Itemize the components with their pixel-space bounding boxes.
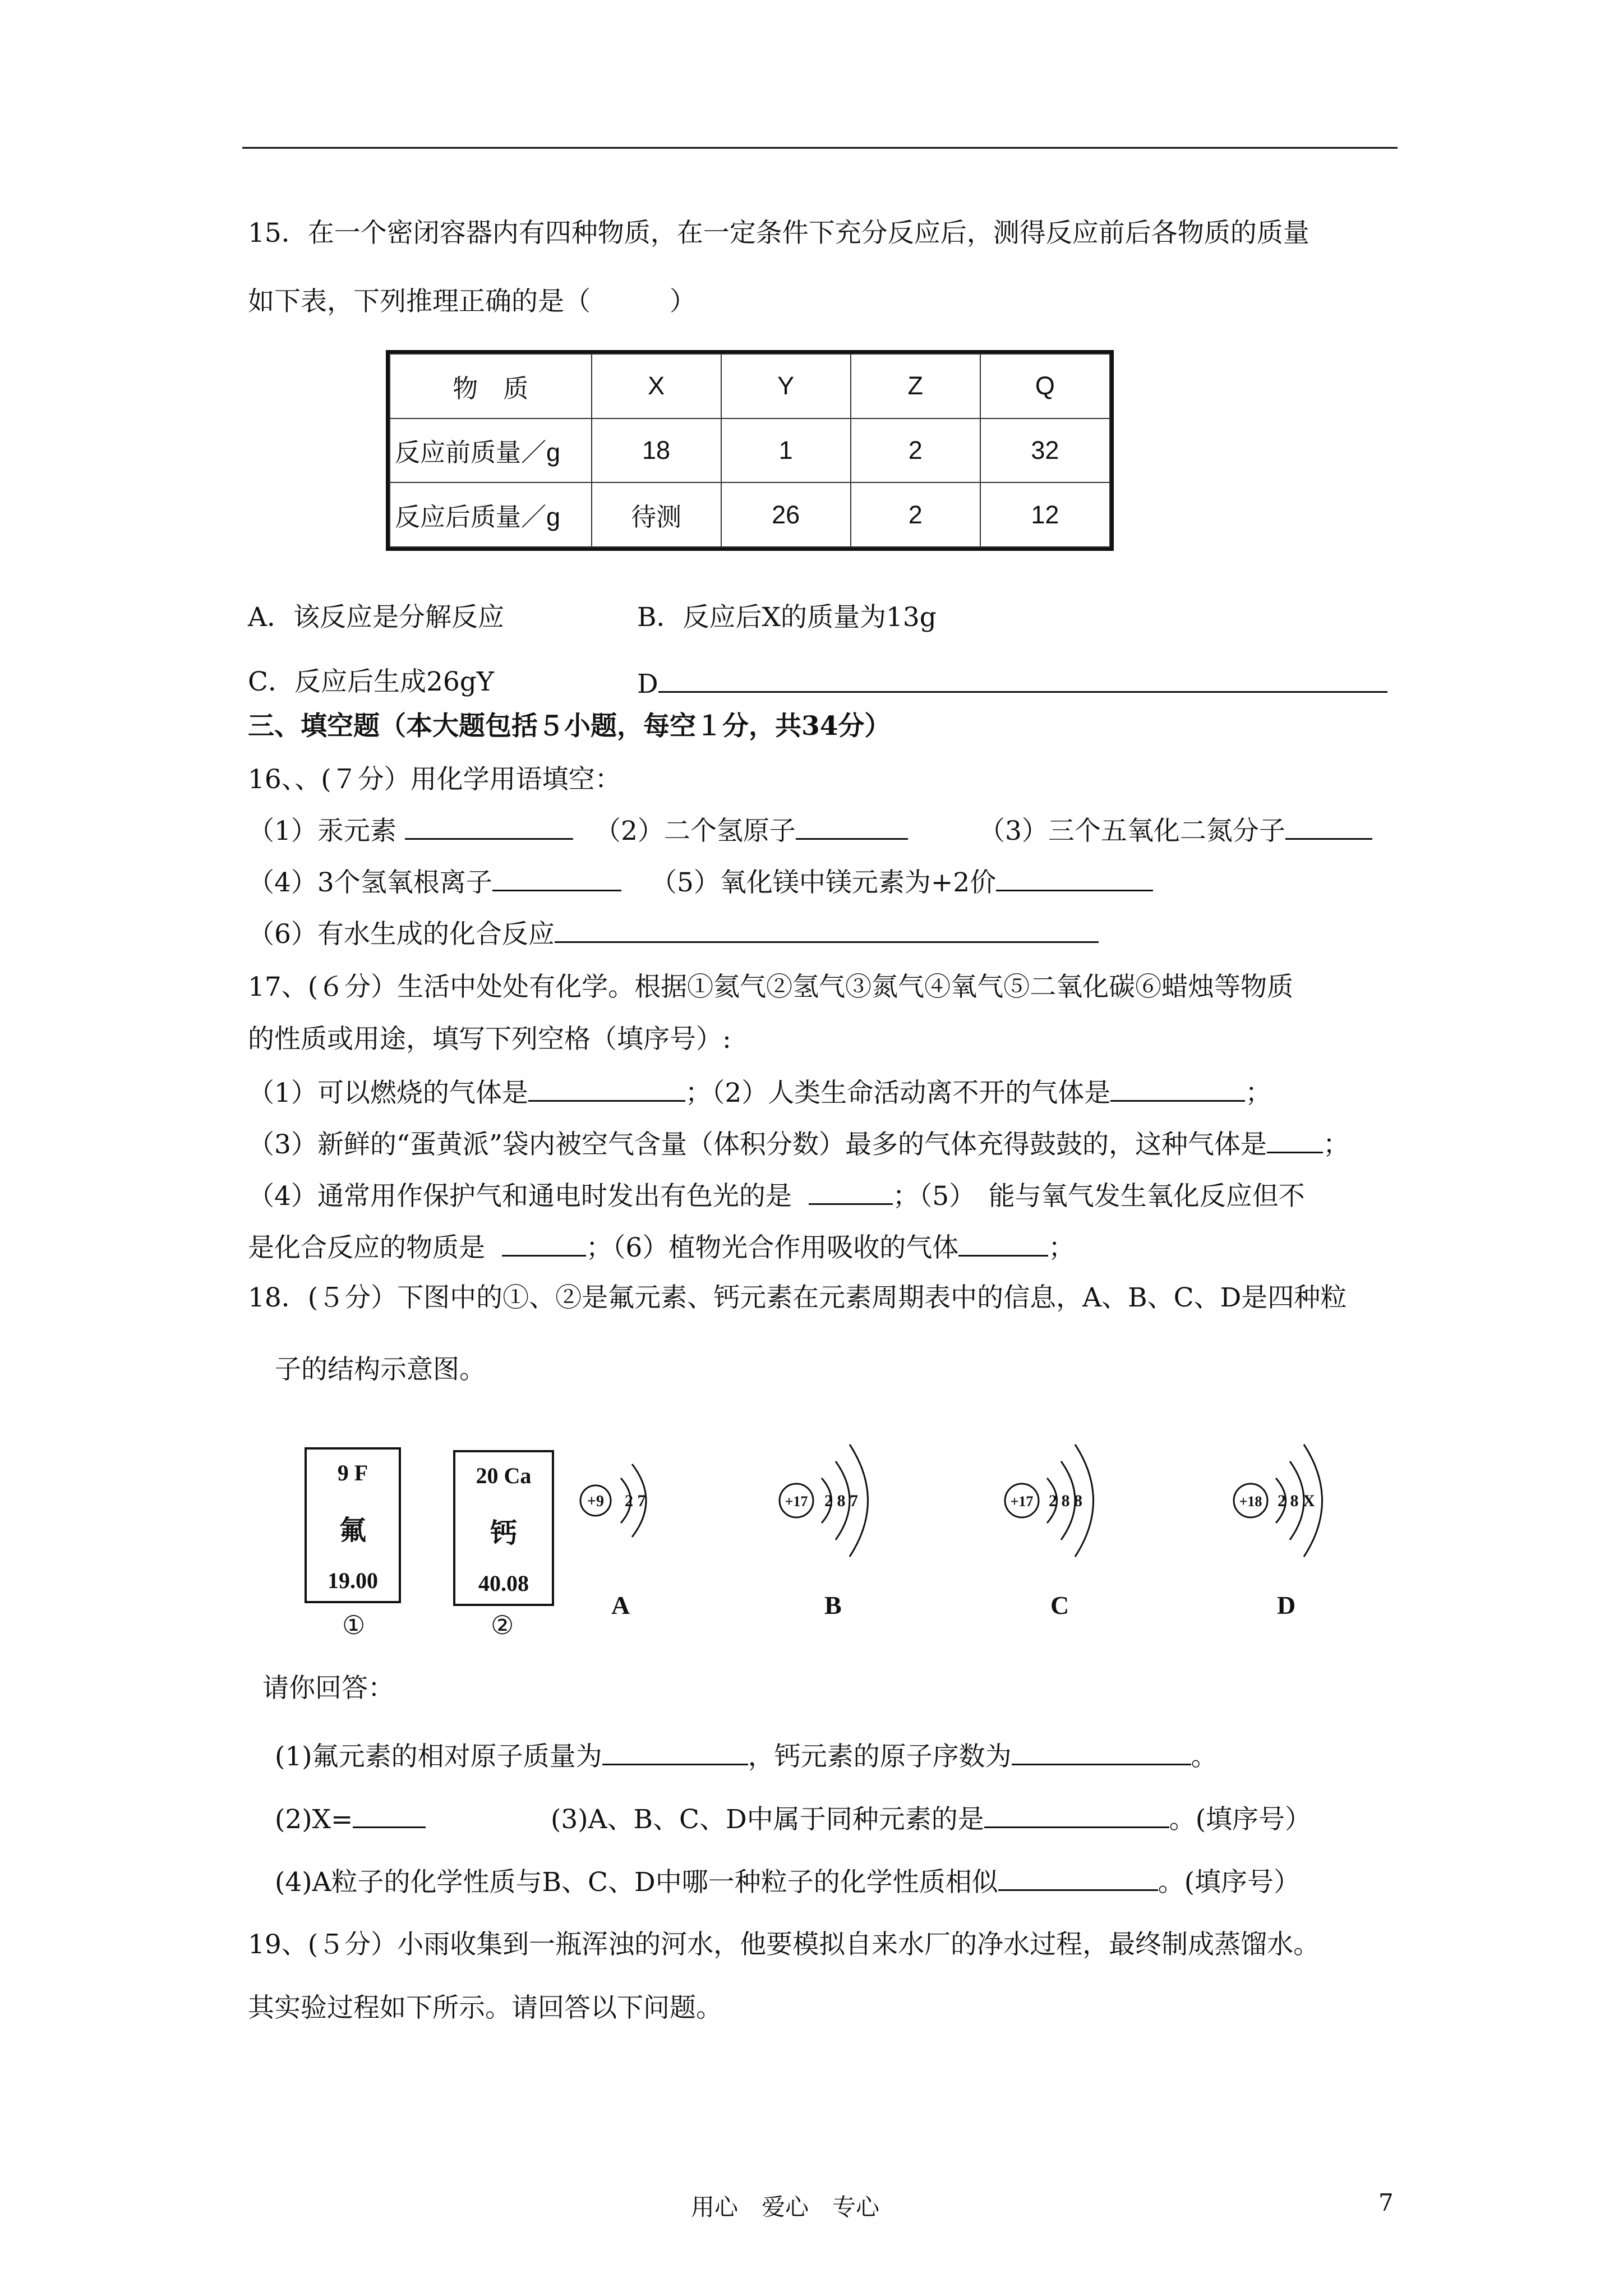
q17-line3 — [248, 1074, 1271, 1110]
q17-line6 — [248, 1229, 1075, 1265]
table-cell: 26 — [721, 482, 851, 547]
table-header-cell: 物 质 — [390, 354, 592, 418]
footer-motto: 用心 爱心 专心 — [691, 2193, 880, 2221]
card-mass: 40.08 — [478, 1571, 529, 1596]
shell-electrons: 2 8 7 — [824, 1492, 858, 1510]
q15-line1: 15．在一个密闭容器内有四种物质，在一定条件下充分反应后，测得反应前后各物质的质量 — [248, 218, 1310, 249]
q18-a2b: (3)A、B、C、D中属于同种元素的是 — [551, 1804, 984, 1835]
q16-row2 — [248, 864, 621, 900]
q18-a2c: 。(填序号） — [1169, 1804, 1312, 1835]
q17-l4b: ； — [1322, 1129, 1349, 1160]
q17-l6c: ； — [1048, 1232, 1075, 1263]
answer-blank[interactable] — [1012, 1738, 1191, 1765]
q17-l3b: ；（2）人类生命活动离不开的气体是 — [685, 1078, 1111, 1108]
answer-blank[interactable] — [996, 864, 1153, 891]
answer-blank[interactable] — [984, 1801, 1169, 1828]
q16-part3: （3）三个五氧化二氮分子 — [979, 816, 1285, 846]
nucleus-label: +9 — [587, 1493, 604, 1510]
table-cell: 待测 — [592, 482, 721, 547]
card-mark: ① — [342, 1610, 366, 1640]
q18-a3a: (4)A粒子的化学性质与B、C、D中哪一种粒子的化学性质相似 — [275, 1867, 998, 1898]
q17-l3a: （1）可以燃烧的气体是 — [248, 1078, 528, 1108]
q18-line1: 18．(５分）下图中的①、②是氟元素、钙元素在元素周期表中的信息，A、B、C、D是四种粒 — [248, 1282, 1347, 1313]
q17-l3c: ； — [1245, 1078, 1272, 1108]
q17-l5a: （4）通常用作保护气和通电时发出有色光的是 — [248, 1181, 792, 1212]
q16-part5: （5）氧化镁中镁元素为+2价 — [651, 867, 997, 898]
table-header-cell: X — [592, 354, 721, 418]
q17-l5b: ；（5） 能与氧气发生氧化反应但不 — [892, 1181, 1305, 1212]
q16-row2b — [651, 864, 1153, 900]
q16-part1: （1）汞元素 — [248, 816, 396, 846]
section-heading: 三、填空题（本大题包括５小题，每空１分，共34分） — [248, 711, 891, 742]
q18-line2: 子的结构示意图。 — [275, 1354, 486, 1385]
card-mark: ② — [491, 1610, 514, 1640]
q18-a1a: (1)氟元素的相对原子质量为 — [275, 1741, 602, 1772]
card-name: 钙 — [490, 1519, 517, 1548]
q15-option-d-row — [637, 665, 1387, 701]
card-symbol: 20 Ca — [476, 1463, 532, 1488]
q15-option-c: C．反应后生成26gY — [248, 666, 494, 697]
answer-blank[interactable] — [1285, 812, 1372, 840]
answer-blank[interactable] — [405, 812, 573, 840]
table-cell: 12 — [980, 482, 1110, 547]
table-header-cell: Q — [980, 354, 1110, 418]
atom-a-diagram — [580, 1464, 646, 1537]
card-symbol: 9 F — [337, 1460, 368, 1485]
q16-part4: （4）3个氢氧根离子 — [248, 867, 492, 898]
answer-blank[interactable] — [958, 1229, 1048, 1257]
atom-b-diagram — [780, 1444, 868, 1557]
q16-row3 — [248, 915, 1099, 951]
table-row — [390, 482, 1110, 547]
q18-a1c: 。 — [1191, 1741, 1218, 1772]
nucleus-label: +18 — [1239, 1493, 1262, 1510]
q16-title: 16、、(７分）用化学用语填空： — [248, 764, 621, 795]
table-cell: 反应后质量／g — [390, 482, 592, 547]
table-header-cell: Z — [851, 354, 980, 418]
atom-label-d: D — [1277, 1591, 1296, 1619]
nucleus-label: +17 — [1010, 1493, 1034, 1510]
card-mass: 19.00 — [328, 1568, 378, 1593]
answer-blank[interactable] — [658, 665, 1387, 693]
q17-line1: 17、(６分）生活中处处有化学。根据①氦气②氢气③氮气④氧气⑤二氧化碳⑥蜡烛等物质 — [248, 972, 1294, 1002]
page-number: 7 — [1378, 2189, 1394, 2216]
answer-blank[interactable] — [555, 915, 1099, 943]
q17-l6a: 是化合反应的物质是 — [248, 1232, 485, 1263]
card-name: 氟 — [339, 1516, 366, 1545]
q16-part2: （2）二个氢原子 — [594, 816, 796, 846]
q18-a3b: 。(填序号） — [1158, 1867, 1301, 1898]
table-row — [390, 418, 1110, 483]
table-cell: 18 — [592, 418, 721, 483]
q15-line2: 如下表，下列推理正确的是（ ） — [248, 286, 696, 317]
calcium-card — [453, 1450, 554, 1606]
q19-line2: 其实验过程如下所示。请回答以下问题。 — [248, 1993, 722, 2023]
table-header-row — [390, 354, 1110, 418]
table-cell: 2 — [851, 418, 980, 483]
q18-answer-1 — [275, 1738, 1218, 1774]
answer-blank[interactable] — [492, 864, 621, 891]
q17-line4 — [248, 1126, 1349, 1162]
table-cell: 32 — [980, 418, 1110, 483]
q17-line5 — [248, 1177, 1305, 1213]
q16-row1b — [594, 812, 908, 848]
mass-table — [386, 350, 1114, 551]
q16-row1c — [979, 812, 1372, 848]
atom-diagrams — [561, 1425, 1357, 1627]
answer-blank[interactable] — [528, 1074, 685, 1102]
shell-electrons: 2 8 8 — [1049, 1492, 1082, 1510]
answer-blank[interactable] — [809, 1177, 893, 1205]
answer-blank[interactable] — [502, 1229, 586, 1257]
nucleus-label: +17 — [785, 1493, 808, 1510]
shell-electrons: 2 8 X — [1278, 1492, 1315, 1510]
q18-a2a: (2)X= — [275, 1804, 353, 1835]
q17-line2: 的性质或用途，填写下列空格（填序号）: — [248, 1024, 731, 1055]
q17-l4a: （3）新鲜的“蛋黄派”袋内被空气含量（体积分数）最多的气体充得鼓鼓的，这种气体是 — [248, 1129, 1267, 1160]
answer-prompt: 请你回答： — [262, 1673, 394, 1704]
q15-option-d: D — [637, 669, 658, 700]
q16-part6: （6）有水生成的化合反应 — [248, 919, 555, 950]
answer-blank[interactable] — [1110, 1074, 1245, 1102]
atom-c-diagram — [1005, 1444, 1094, 1557]
atom-label-b: B — [824, 1591, 842, 1619]
answer-blank[interactable] — [796, 812, 908, 840]
table-header-cell: Y — [721, 354, 851, 418]
table-cell: 2 — [851, 482, 980, 547]
q16-row1 — [248, 812, 573, 848]
atom-d-diagram — [1234, 1444, 1322, 1557]
answer-blank[interactable] — [998, 1864, 1158, 1891]
atom-label-c: C — [1050, 1591, 1069, 1619]
shell-electrons: 2 7 — [625, 1492, 646, 1510]
answer-blank[interactable] — [1267, 1126, 1323, 1153]
table-cell: 反应前质量／g — [390, 418, 592, 483]
table-cell: 1 — [721, 418, 851, 483]
answer-blank[interactable] — [353, 1801, 426, 1828]
q19-line1: 19、(５分）小雨收集到一瓶浑浊的河水，他要模拟自来水厂的净水过程，最终制成蒸馏水。 — [248, 1929, 1320, 1960]
q18-answer-4 — [275, 1864, 1300, 1899]
atom-label-a: A — [611, 1591, 630, 1619]
q17-l6b: ；（6）植物光合作用吸收的气体 — [585, 1232, 959, 1263]
fluorine-card — [305, 1447, 401, 1603]
q18-a1b: ，钙元素的原子序数为 — [748, 1741, 1012, 1772]
q18-answer-3 — [551, 1801, 1311, 1837]
q18-answer-2 — [275, 1801, 426, 1837]
q15-option-b: B．反应后X的质量为13g — [637, 602, 937, 633]
q15-option-a: A．该反应是分解反应 — [248, 602, 504, 633]
header-rule — [242, 147, 1398, 149]
answer-blank[interactable] — [602, 1738, 748, 1765]
